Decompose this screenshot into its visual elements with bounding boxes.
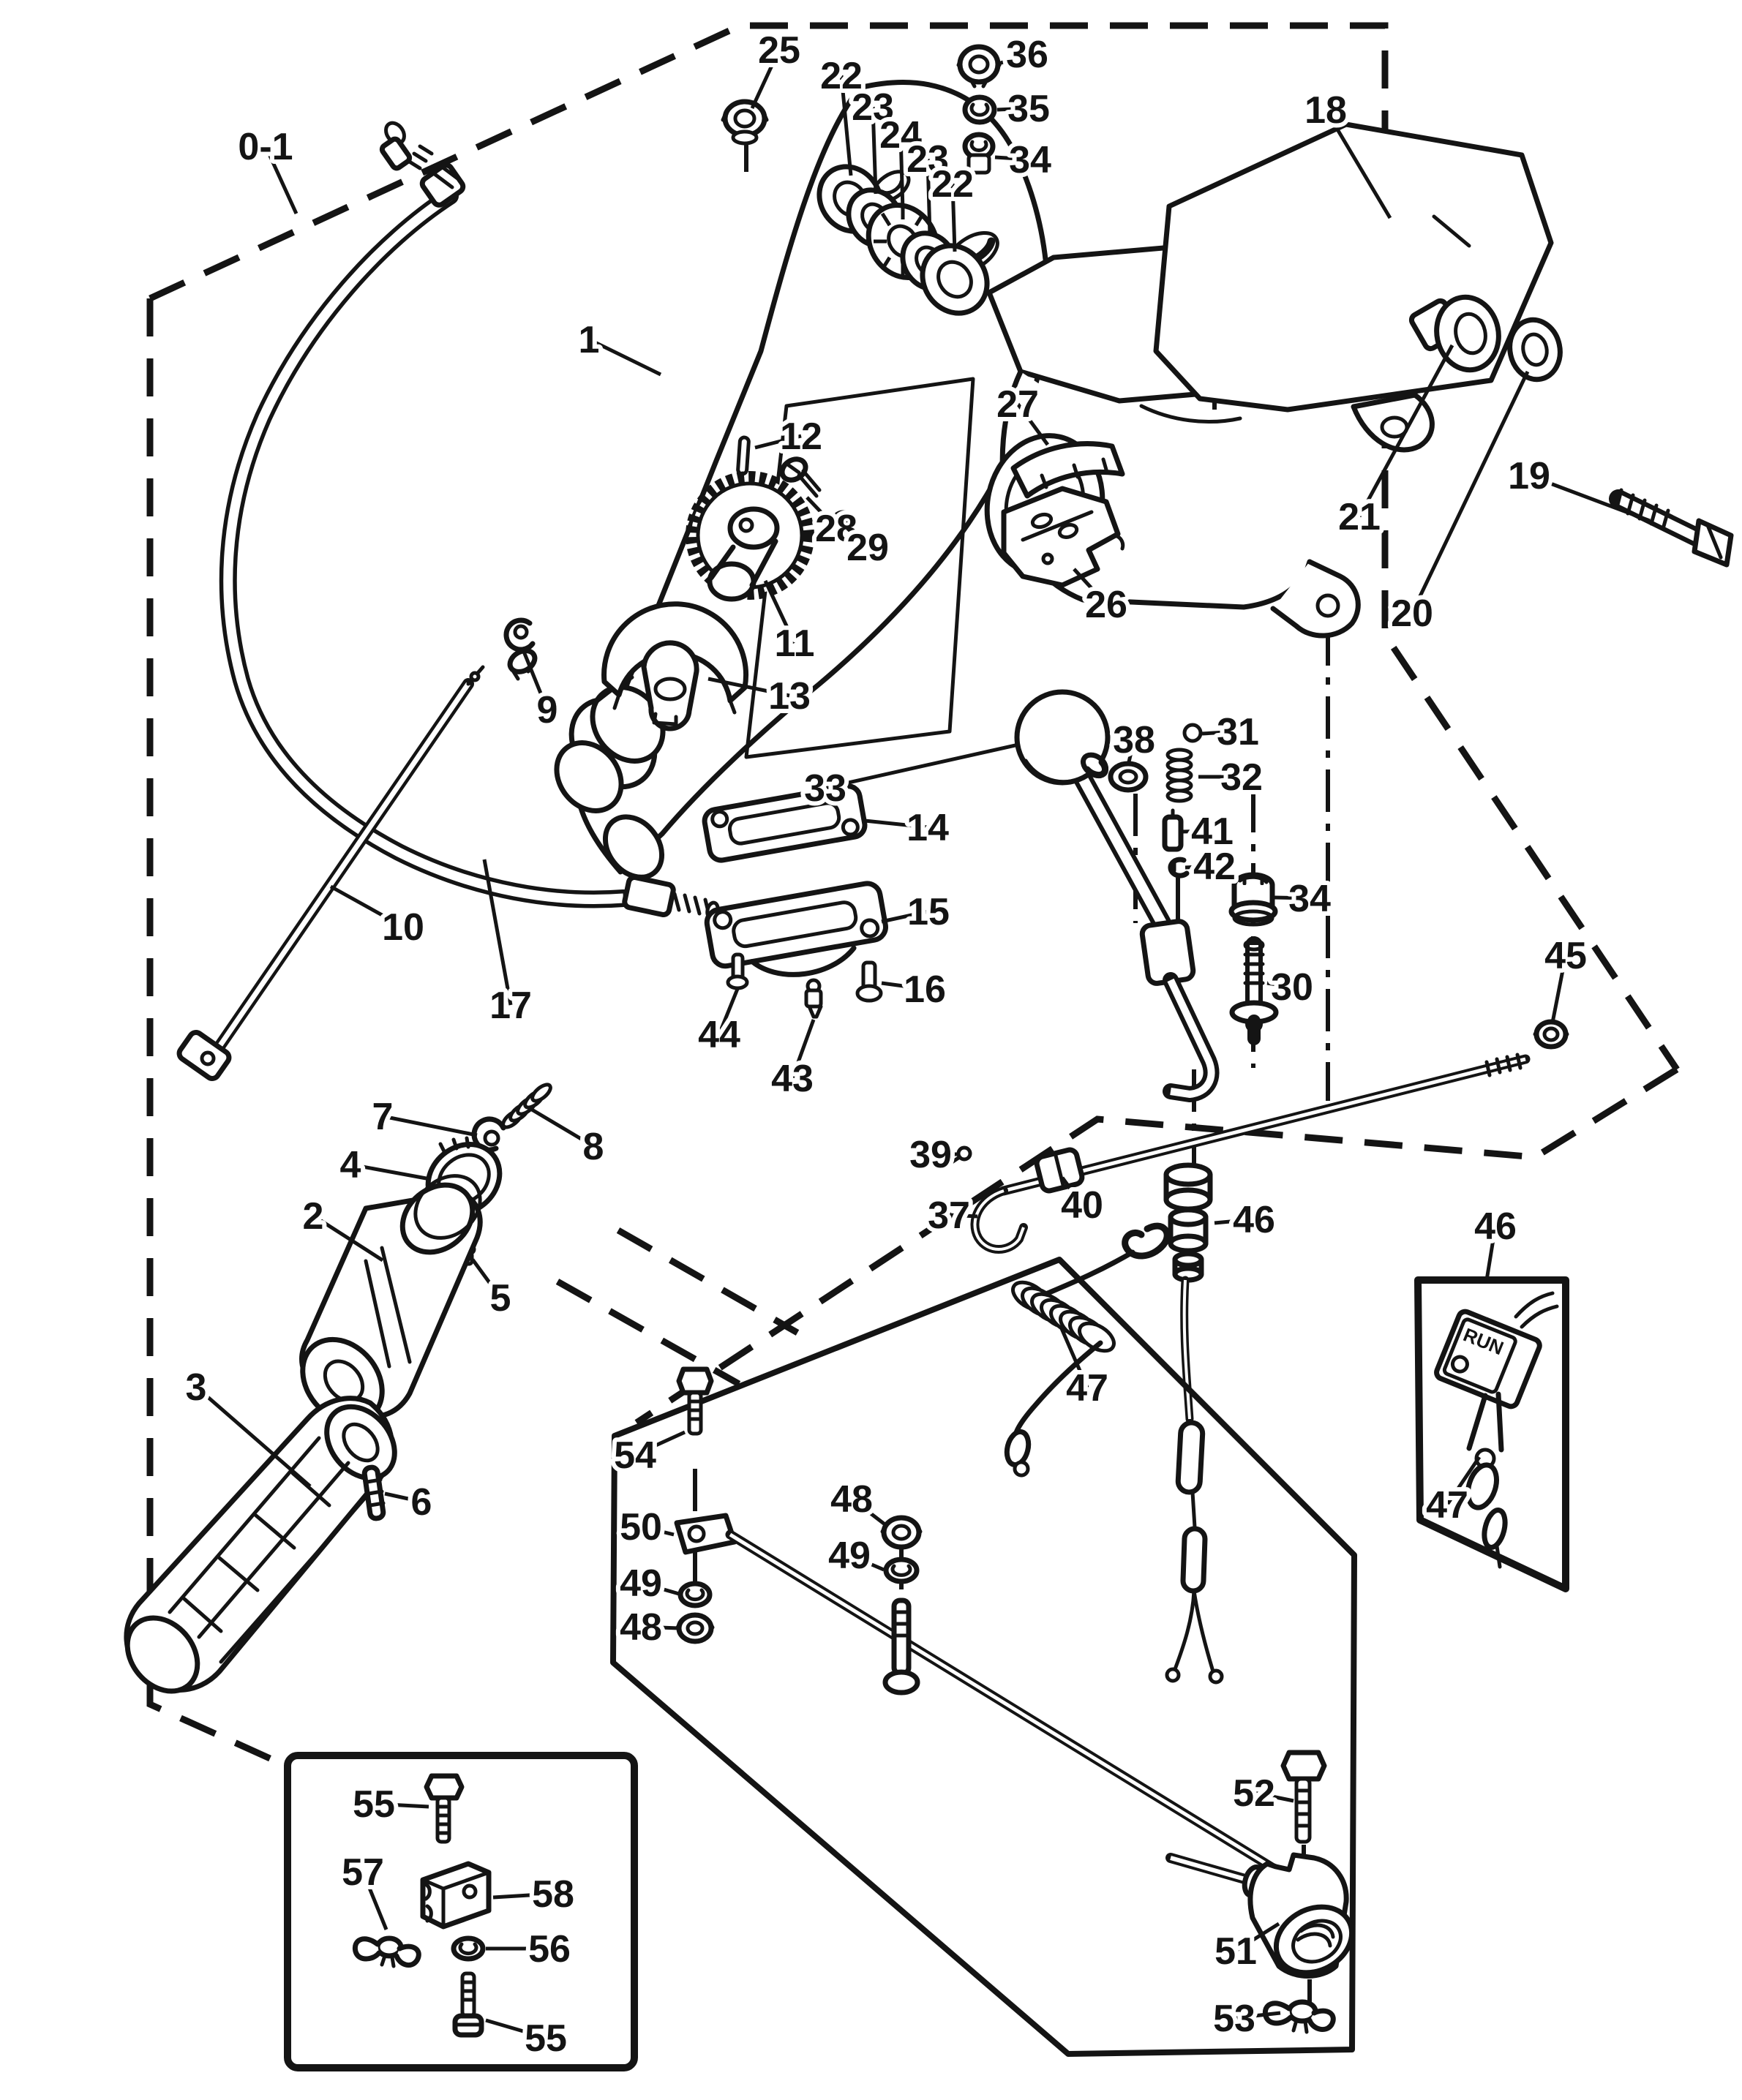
callout-47: 47 — [1066, 1367, 1108, 1410]
callout-46: 46 — [1233, 1199, 1275, 1241]
callout-55: 55 — [353, 1783, 395, 1826]
callout-34: 34 — [1009, 139, 1051, 181]
coupler-51 — [1171, 1855, 1363, 1985]
callout-29: 29 — [846, 527, 889, 569]
callout-52: 52 — [1233, 1772, 1275, 1815]
callout-46: 46 — [1474, 1205, 1517, 1248]
callout-17: 17 — [489, 985, 532, 1027]
callout-33: 33 — [804, 767, 846, 810]
callout-15: 15 — [907, 891, 950, 933]
callout-39: 39 — [909, 1134, 952, 1176]
washer-49-right — [886, 1559, 917, 1581]
clip-42 — [1171, 859, 1187, 876]
stop-switch-46 — [1166, 1165, 1222, 1682]
leader-33 — [825, 745, 1018, 788]
switch-inset-box — [1418, 1280, 1566, 1589]
callout-56: 56 — [528, 1928, 571, 1971]
pin-41 — [1165, 810, 1181, 849]
leader-7 — [383, 1116, 477, 1135]
callout-45: 45 — [1544, 935, 1587, 977]
callout-25: 25 — [758, 29, 800, 72]
nut-45 — [1535, 1022, 1567, 1047]
callout-47: 47 — [1426, 1484, 1468, 1527]
callout-55: 55 — [525, 2017, 567, 2060]
callout-35: 35 — [1007, 88, 1050, 130]
callout-51: 51 — [1214, 1930, 1257, 1973]
callout-58: 58 — [532, 1873, 574, 1916]
callout-21: 21 — [1338, 496, 1381, 538]
wing-nut-53 — [1265, 2002, 1333, 2032]
callout-20: 20 — [1391, 592, 1433, 635]
bushing-34b — [1231, 875, 1275, 925]
callout-49: 49 — [828, 1535, 871, 1577]
callout-8: 8 — [582, 1126, 604, 1168]
callout-57: 57 — [342, 1851, 384, 1894]
nut-48-left — [677, 1615, 713, 1641]
callout-31: 31 — [1217, 711, 1259, 753]
pin-12 — [737, 437, 748, 475]
callout-30: 30 — [1271, 966, 1313, 1009]
callout-19: 19 — [1508, 455, 1550, 497]
callout-50: 50 — [620, 1506, 662, 1548]
callout-18: 18 — [1304, 89, 1347, 132]
cable-lower-fitting — [623, 876, 719, 919]
callout-41: 41 — [1191, 810, 1234, 853]
callout-38: 38 — [1113, 719, 1155, 761]
callout-24: 24 — [879, 114, 922, 157]
callout-48: 48 — [620, 1606, 662, 1649]
callout-23: 23 — [906, 138, 949, 181]
washer-56 — [454, 1938, 483, 1959]
gear-11 — [691, 477, 808, 599]
callout-32: 32 — [1220, 756, 1263, 799]
callout-37: 37 — [928, 1194, 970, 1237]
leader-4 — [350, 1164, 430, 1179]
callout-34: 34 — [1288, 878, 1331, 920]
callout-2: 2 — [302, 1195, 324, 1238]
callout-6: 6 — [410, 1481, 432, 1524]
callout-16: 16 — [904, 968, 946, 1011]
callout-22: 22 — [820, 55, 863, 97]
nut-38 — [1111, 764, 1146, 790]
spring-8 — [500, 1082, 553, 1130]
grease-screw-43 — [806, 980, 821, 1017]
callout-10: 10 — [382, 906, 424, 949]
callout-12: 12 — [780, 415, 822, 458]
callout-1: 1 — [578, 319, 600, 361]
nut-25 — [723, 102, 767, 143]
callout-48: 48 — [830, 1478, 873, 1521]
clamp-inset-box — [288, 1755, 634, 2068]
callout-28: 28 — [815, 508, 857, 550]
cable-upper-fitting — [380, 119, 465, 207]
callout-23: 23 — [852, 86, 894, 129]
callout-27: 27 — [996, 383, 1039, 426]
callout-53: 53 — [1213, 1998, 1255, 2040]
callout-49: 49 — [620, 1562, 662, 1605]
callout-4: 4 — [339, 1144, 361, 1186]
callout-13: 13 — [768, 675, 811, 718]
callout-43: 43 — [771, 1058, 814, 1100]
callout-0-1: 0-1 — [238, 126, 293, 168]
detent-ball-31 — [1185, 725, 1201, 741]
callout-36: 36 — [1006, 34, 1048, 76]
callout-7: 7 — [372, 1096, 394, 1138]
lanyard-47 — [1004, 1226, 1167, 1475]
leader-1 — [589, 339, 661, 375]
callout-3: 3 — [185, 1366, 207, 1409]
bolt-19 — [1617, 490, 1731, 565]
run-label: RUN — [1460, 1323, 1507, 1360]
callout-40: 40 — [1061, 1184, 1103, 1227]
callout-42: 42 — [1193, 846, 1236, 888]
pivot-bolt-30 — [1232, 941, 1276, 1039]
bolt-52 — [1283, 1753, 1324, 1842]
callout-14: 14 — [906, 807, 949, 849]
grip-3 — [113, 1393, 408, 1705]
callout-11: 11 — [774, 622, 815, 665]
nut-48-right — [882, 1518, 920, 1547]
callout-9: 9 — [536, 689, 558, 731]
cover-plate-18 — [1156, 124, 1551, 450]
callout-26: 26 — [1085, 584, 1127, 626]
callout-5: 5 — [489, 1277, 511, 1320]
callout-54: 54 — [614, 1434, 656, 1477]
screw-16 — [857, 963, 881, 1001]
callout-44: 44 — [698, 1014, 740, 1056]
callout-22: 22 — [931, 163, 974, 206]
detent-spring-32 — [1168, 750, 1191, 801]
washer-49-left — [680, 1584, 710, 1606]
shift-knob-33 — [1017, 692, 1110, 783]
